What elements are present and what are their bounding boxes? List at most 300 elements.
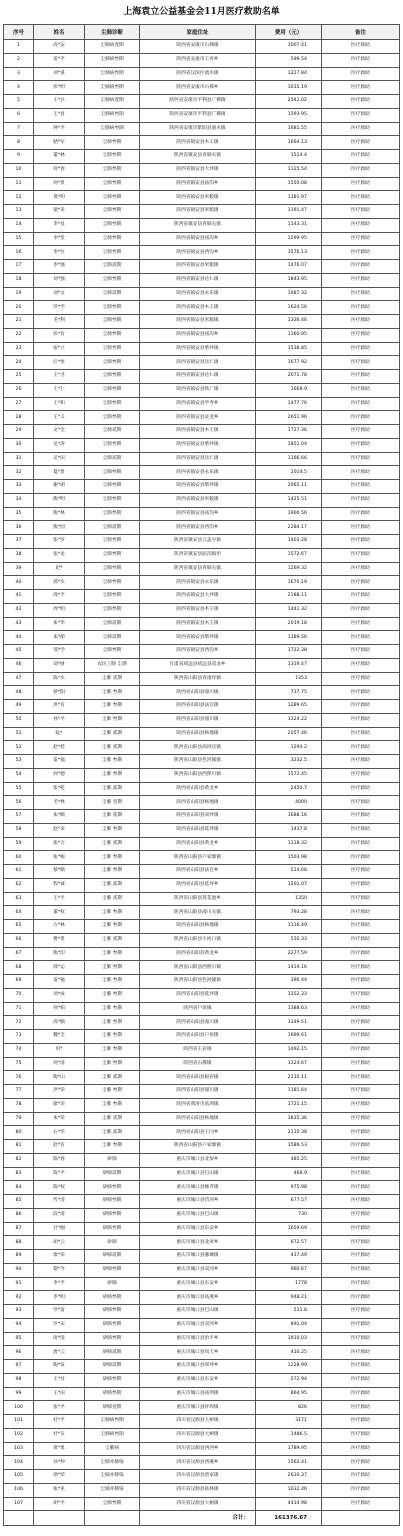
cell-address: 陕西省山阳县漫川镇 <box>140 1016 256 1030</box>
cell-fee: 1353 <box>256 672 322 686</box>
cell-fee: 1166.66 <box>256 452 322 466</box>
cell-index: 18 <box>4 273 34 287</box>
cell-address: 陕西省安康市石梯乡 <box>140 81 256 95</box>
cell-address: 陕西省山阳县杨地镇 <box>140 1112 256 1126</box>
cell-fee: 599.54 <box>256 53 322 67</box>
cell-address: 陕西省镇安县庙沟乡 <box>140 177 256 191</box>
cell-index: 94 <box>4 1318 34 1332</box>
cell-remark: 医疗救助 <box>322 796 400 810</box>
cell-fee: 864.95 <box>256 1387 322 1401</box>
table-row <box>4 452 400 466</box>
cell-name: 李*位 <box>34 246 85 260</box>
cell-diagnosis: 尘肺贰期 <box>85 425 140 439</box>
cell-fee: 390.44 <box>256 975 322 989</box>
cell-index: 81 <box>4 1140 34 1154</box>
cell-index: 3 <box>4 67 34 81</box>
cell-index: 17 <box>4 260 34 274</box>
cell-remark: 医疗救助 <box>322 562 400 576</box>
cell-address: 陕西省镇安县达仁镇 <box>140 356 256 370</box>
cell-index: 100 <box>4 1401 34 1415</box>
cell-fee: 891.04 <box>256 1318 322 1332</box>
cell-name: 朱*顺 <box>34 810 85 824</box>
cell-name: 王*喜 <box>34 108 85 122</box>
cell-address: 重庆市城口县坪坝镇 <box>140 1401 256 1415</box>
cell-diagnosis: 尘肺叁期 <box>85 246 140 260</box>
cell-name: 巩* <box>34 1043 85 1057</box>
cell-diagnosis: 尘肺 贰期 <box>85 1071 140 1085</box>
cell-diagnosis: 尘肺 贰期 <box>85 727 140 741</box>
cell-diagnosis: 尘肺叁期 <box>85 232 140 246</box>
cell-diagnosis: 矽肺贰期 <box>85 1346 140 1360</box>
cell-index: 22 <box>4 328 34 342</box>
cell-diagnosis: 尘肺叁期 <box>85 1497 140 1511</box>
cell-diagnosis: 尘肺 贰期 <box>85 672 140 686</box>
cell-address: 陕西省镇安县木王镇 <box>140 301 256 315</box>
cell-address: 陕西省山阳县青滚坪镇 <box>140 672 256 686</box>
cell-fee: 1599.95 <box>256 232 322 246</box>
cell-diagnosis: 尘肺 叁期 <box>85 988 140 1002</box>
cell-remark: 医疗救助 <box>322 232 400 246</box>
cell-name: 张*乾 <box>34 782 85 796</box>
table-row <box>4 205 400 219</box>
cell-remark: 医疗救助 <box>322 1181 400 1195</box>
cell-diagnosis: 尘肺 贰期 <box>85 741 140 755</box>
cell-remark: 医疗救助 <box>322 205 400 219</box>
cell-index: 96 <box>4 1346 34 1360</box>
cell-index: 31 <box>4 452 34 466</box>
cell-name: 熊*明 <box>34 493 85 507</box>
cell-name: 雷*福 <box>34 755 85 769</box>
cell-address: 重庆市城口县东安乡 <box>140 1222 256 1236</box>
table-row <box>4 328 400 342</box>
cell-remark: 医疗救助 <box>322 521 400 535</box>
cell-remark: 医疗救助 <box>322 576 400 590</box>
cell-address: 陕西省山阳县黄龙乡 <box>140 782 256 796</box>
cell-index: 23 <box>4 342 34 356</box>
cell-name: 洪*有 <box>34 700 85 714</box>
cell-diagnosis: 矽肺叁期 <box>85 1222 140 1236</box>
cell-address: 陕西省山阳县西照川镇 <box>140 961 256 975</box>
cell-name: 李*强 <box>34 260 85 274</box>
cell-address: 陕西省镇安县庙沟乡 <box>140 328 256 342</box>
cell-fee: 1403.28 <box>256 535 322 549</box>
cell-fee: 1289.65 <box>256 700 322 714</box>
cell-name: 毛*利 <box>34 315 85 329</box>
table-row <box>4 1387 400 1401</box>
cell-name: 张*罗 <box>34 535 85 549</box>
cell-name: 何*贵 <box>34 177 85 191</box>
table-row <box>4 260 400 274</box>
cell-address: 陕西省镇安县木王镇 <box>140 425 256 439</box>
table-row <box>4 521 400 535</box>
table-row <box>4 700 400 714</box>
cell-address: 陕西省镇安县永乐镇 <box>140 466 256 480</box>
cell-diagnosis: 农民工肺 尘期 <box>85 658 140 672</box>
cell-name: 朱*荣 <box>34 1112 85 1126</box>
cell-fee: 1851.04 <box>256 438 322 452</box>
cell-address: 四川省汉源县大树镇 <box>140 1415 256 1429</box>
table-row <box>4 1126 400 1140</box>
cell-index: 29 <box>4 425 34 439</box>
cell-remark: 医疗救助 <box>322 1236 400 1250</box>
cell-remark: 医疗救助 <box>322 1318 400 1332</box>
cell-diagnosis: 尘肺 贰期 <box>85 1126 140 1140</box>
cell-fee: 975.98 <box>256 1181 322 1195</box>
cell-diagnosis: 尘肺叁期 <box>85 562 140 576</box>
cell-diagnosis: 矽肺叁期 <box>85 1195 140 1209</box>
table-row <box>4 122 400 136</box>
cell-fee: 1900.56 <box>256 507 322 521</box>
table-row <box>4 535 400 549</box>
cell-address: 陕西省山阳县莲花池乡 <box>140 892 256 906</box>
cell-index: 101 <box>4 1415 34 1429</box>
cell-remark: 医疗救助 <box>322 480 400 494</box>
cell-address: 重庆市城口县蓼城镇 <box>140 1250 256 1264</box>
table-row <box>4 645 400 659</box>
cell-name: 阮* <box>34 727 85 741</box>
cell-name: 郑*水 <box>34 576 85 590</box>
cell-index: 106 <box>4 1483 34 1497</box>
cell-name: 陶*山 <box>34 1071 85 1085</box>
cell-remark: 医疗救助 <box>322 438 400 452</box>
table-row <box>4 590 400 604</box>
cell-address: 陕西省镇安县青铜关镇 <box>140 218 256 232</box>
cell-address: 陕西省安康市平利县广佛镇 <box>140 95 256 109</box>
cell-remark: 医疗救助 <box>322 40 400 54</box>
cell-diagnosis: 尘肺 贰期 <box>85 878 140 892</box>
cell-fee: 1572.45 <box>256 768 322 782</box>
cell-diagnosis: 尘肺叁期 <box>85 576 140 590</box>
cell-fee: 531.8 <box>256 1305 322 1319</box>
cell-diagnosis: 尘肺叁期 <box>85 301 140 315</box>
cell-index: 34 <box>4 493 34 507</box>
cell-fee: 2071.78 <box>256 370 322 384</box>
cell-remark: 医疗救助 <box>322 988 400 1002</box>
cell-diagnosis: 尘肺 叁期 <box>85 1085 140 1099</box>
cell-address: 陕西省镇安县永乐镇 <box>140 287 256 301</box>
cell-address: 重庆市城口县岱河乡 <box>140 1195 256 1209</box>
cell-name: 文*全 <box>34 425 85 439</box>
cell-fee: 1324.67 <box>256 1057 322 1071</box>
table-row <box>4 273 400 287</box>
cell-fee: 1722.38 <box>256 645 322 659</box>
cell-name: 庞*清 <box>34 1332 85 1346</box>
cell-name: 方*林 <box>34 920 85 934</box>
cell-address: 陕西省镇安县柴坪镇 <box>140 438 256 452</box>
cell-index: 67 <box>4 947 34 961</box>
cell-address: 陕西省山阳县色河铺镇 <box>140 755 256 769</box>
cell-address: 陕西省镇安县达仁镇 <box>140 273 256 287</box>
cell-remark: 医疗救助 <box>322 1112 400 1126</box>
table-row <box>4 1112 400 1126</box>
cell-diagnosis: 尘肺 叁期 <box>85 1057 140 1071</box>
cell-name: 杜*平 <box>34 1415 85 1429</box>
cell-remark: 医疗救助 <box>322 163 400 177</box>
cell-remark: 医疗救助 <box>322 851 400 865</box>
cell-index: 79 <box>4 1112 34 1126</box>
table-row <box>4 1236 400 1250</box>
cell-address: 陕西省山阳县法官乡 <box>140 865 256 879</box>
cell-remark: 医疗救助 <box>322 1373 400 1387</box>
cell-address: 陕西省山阳县板岩镇 <box>140 1071 256 1085</box>
cell-diagnosis: 尘肺 叁期 <box>85 920 140 934</box>
cell-remark: 医疗救助 <box>322 1222 400 1236</box>
cell-fee: 1217.84 <box>256 67 322 81</box>
cell-diagnosis: 尘肺叁期 <box>85 438 140 452</box>
cell-remark: 医疗救助 <box>322 507 400 521</box>
cell-remark: 医疗救助 <box>322 356 400 370</box>
cell-remark: 医疗救助 <box>322 1456 400 1470</box>
cell-remark: 医疗救助 <box>322 782 400 796</box>
table-row <box>4 218 400 232</box>
cell-fee: 2541.02 <box>256 95 322 109</box>
cell-name: 杜*友 <box>34 1428 85 1442</box>
cell-address: 重庆市城口县东安乡 <box>140 1277 256 1291</box>
cell-remark: 医疗救助 <box>322 658 400 672</box>
cell-fee: 1191.47 <box>256 205 322 219</box>
cell-remark: 医疗救助 <box>322 191 400 205</box>
table-row <box>4 1291 400 1305</box>
header-fee: 费用（元） <box>256 25 322 40</box>
cell-address: 陕西省镇安县米粮镇 <box>140 260 256 274</box>
cell-diagnosis: 矽肺 <box>85 1153 140 1167</box>
cell-index: 43 <box>4 617 34 631</box>
cell-diagnosis: 矽肺 <box>85 1277 140 1291</box>
cell-fee: 1181.64 <box>256 1085 322 1099</box>
cell-remark: 医疗救助 <box>322 535 400 549</box>
table-row <box>4 920 400 934</box>
cell-diagnosis: 尘肺叁期 <box>85 645 140 659</box>
header-diagnosis: 尘肺诊断 <box>85 25 140 40</box>
cell-index: 40 <box>4 576 34 590</box>
cell-remark: 医疗救助 <box>322 1470 400 1484</box>
cell-diagnosis: 尘肺 叁期 <box>85 961 140 975</box>
table-row <box>4 191 400 205</box>
cell-fee: 1503.98 <box>256 851 322 865</box>
table-row <box>4 1277 400 1291</box>
table-header-row <box>4 25 400 40</box>
cell-name: 魏*全 <box>34 1030 85 1044</box>
cell-fee: 2188.11 <box>256 590 322 604</box>
cell-index: 41 <box>4 590 34 604</box>
cell-name: 唐*云 <box>34 1346 85 1360</box>
cell-address: 陕西省镇安县米粮镇 <box>140 191 256 205</box>
cell-address: 陕西省镇安县大坪镇 <box>140 163 256 177</box>
cell-index: 77 <box>4 1085 34 1099</box>
cell-address: 重庆市城口县北屏乡 <box>140 1153 256 1167</box>
cell-address: 陕西省镇安县西沟乡 <box>140 521 256 535</box>
cell-diagnosis: 尘肺 叁期 <box>85 1016 140 1030</box>
cell-address: 四川省汉源县西西乡 <box>140 1442 256 1456</box>
cell-fee: 550.33 <box>256 933 322 947</box>
cell-fee: 3171 <box>256 1415 322 1429</box>
cell-diagnosis: 尘肺 贰期 <box>85 933 140 947</box>
cell-index: 89 <box>4 1250 34 1264</box>
cell-index: 48 <box>4 686 34 700</box>
cell-fee: 948.21 <box>256 1291 322 1305</box>
cell-diagnosis: 尘肺 叁期 <box>85 768 140 782</box>
cell-index: 47 <box>4 672 34 686</box>
cell-fee: 2110.11 <box>256 1071 322 1085</box>
cell-name: 李*明 <box>34 1291 85 1305</box>
cell-diagnosis: 尘肺叁期 <box>85 136 140 150</box>
cell-index: 60 <box>4 851 34 865</box>
cell-diagnosis: 尘肺叁期 <box>85 177 140 191</box>
cell-diagnosis: 尘肺 叁期 <box>85 1043 140 1057</box>
cell-fee: 2277.59 <box>256 947 322 961</box>
cell-diagnosis: 尘肺贰期 <box>85 631 140 645</box>
cell-name: 陶*发 <box>34 1360 85 1374</box>
cell-diagnosis: 尘肺叁期 <box>85 150 140 164</box>
cell-index: 37 <box>4 535 34 549</box>
cell-fee: 437.49 <box>256 1250 322 1264</box>
cell-name: 徐*荣 <box>34 1470 85 1484</box>
cell-remark: 医疗救助 <box>322 1153 400 1167</box>
cell-index: 64 <box>4 906 34 920</box>
cell-remark: 医疗救助 <box>322 1305 400 1319</box>
cell-index: 28 <box>4 411 34 425</box>
document-title: 上海袁立公益基金会11月医疗救助名单 <box>123 7 280 17</box>
cell-diagnosis: 尘肺贰期 <box>85 452 140 466</box>
table-row <box>4 617 400 631</box>
cell-name: 王*兵 <box>34 95 85 109</box>
cell-fee: 1677.92 <box>256 356 322 370</box>
cell-index: 44 <box>4 631 34 645</box>
cell-index: 46 <box>4 658 34 672</box>
cell-address: 陕西省镇安县永乐镇 <box>140 576 256 590</box>
table-row <box>4 411 400 425</box>
header-remark: 备注 <box>322 25 400 40</box>
cell-fee: 2110.38 <box>256 1126 322 1140</box>
total-cell-diagnosis <box>85 1511 140 1526</box>
cell-name: 罗*宋 <box>34 1318 85 1332</box>
cell-diagnosis: 矽肺贰期 <box>85 1360 140 1374</box>
cell-name: 刘*谋 <box>34 67 85 81</box>
cell-remark: 医疗救助 <box>322 1401 400 1415</box>
cell-fee: 2651.96 <box>256 411 322 425</box>
cell-diagnosis: 矽肺叁期 <box>85 1305 140 1319</box>
cell-remark: 医疗救助 <box>322 755 400 769</box>
cell-name: 王*平 <box>34 892 85 906</box>
cell-diagnosis: 尘肺叁期 <box>85 590 140 604</box>
cell-index: 4 <box>4 81 34 95</box>
cell-name: 夏*贵 <box>34 466 85 480</box>
cell-diagnosis: 尘肺 叁期 <box>85 700 140 714</box>
cell-remark: 医疗救助 <box>322 878 400 892</box>
cell-name: 张*见 <box>34 1483 85 1497</box>
cell-address: 四川省汉源县唐家镇 <box>140 1470 256 1484</box>
cell-fee: 730 <box>256 1208 322 1222</box>
cell-name: 董*权 <box>34 906 85 920</box>
cell-fee: 410.25 <box>256 1346 322 1360</box>
cell-remark: 医疗救助 <box>322 700 400 714</box>
cell-name: 赵*桂 <box>34 741 85 755</box>
total-cell-index <box>4 1511 34 1526</box>
cell-address: 重庆市城口县岚天乡 <box>140 1346 256 1360</box>
cell-name: 廖*荣 <box>34 1098 85 1112</box>
cell-name: 熊*印 <box>34 947 85 961</box>
cell-fee: 1425.51 <box>256 493 322 507</box>
cell-index: 85 <box>4 1195 34 1209</box>
cell-diagnosis: 尘肺 贰期 <box>85 892 140 906</box>
cell-fee: 2450.7 <box>256 782 322 796</box>
cell-diagnosis: 尘肺贰期 <box>85 521 140 535</box>
cell-remark: 医疗救助 <box>322 1002 400 1016</box>
cell-fee: 1032.46 <box>256 1483 322 1497</box>
cell-diagnosis: 尘肺 贰期 <box>85 837 140 851</box>
table-row <box>4 1497 400 1511</box>
cell-address: 陕西省户垣镇 <box>140 1002 256 1016</box>
table-row <box>4 1401 400 1415</box>
cell-name: 周*平 <box>34 590 85 604</box>
cell-name: 王*卫 <box>34 370 85 384</box>
cell-address: 四川省汉源县富林镇 <box>140 1483 256 1497</box>
cell-address: 陕西省镇安县云盖寺镇 <box>140 535 256 549</box>
cell-fee: 2065.11 <box>256 480 322 494</box>
cell-index: 92 <box>4 1291 34 1305</box>
cell-remark: 医疗救助 <box>322 975 400 989</box>
cell-diagnosis: 尘肺并肺染 <box>85 1470 140 1484</box>
table-row <box>4 177 400 191</box>
cell-remark: 医疗救助 <box>322 218 400 232</box>
table-row <box>4 466 400 480</box>
cell-index: 27 <box>4 397 34 411</box>
cell-index: 53 <box>4 755 34 769</box>
cell-fee: 677.57 <box>256 1195 322 1209</box>
cell-remark: 医疗救助 <box>322 108 400 122</box>
cell-address: 陕西省镇安县庙沟镇坦 <box>140 548 256 562</box>
cell-address: 陕西省镇安县米粮镇 <box>140 315 256 329</box>
table-row <box>4 741 400 755</box>
cell-remark: 医疗救助 <box>322 1140 400 1154</box>
cell-index: 93 <box>4 1305 34 1319</box>
cell-address: 陕西省王岩镇 <box>140 1043 256 1057</box>
cell-index: 20 <box>4 301 34 315</box>
table-row <box>4 1098 400 1112</box>
cell-fee: 1778 <box>256 1277 322 1291</box>
cell-remark: 医疗救助 <box>322 1071 400 1085</box>
cell-diagnosis: 尘肺 贰期 <box>85 1112 140 1126</box>
table-row <box>4 1318 400 1332</box>
cell-fee: 1350 <box>256 892 322 906</box>
table-row <box>4 81 400 95</box>
cell-fee: 1727.36 <box>256 425 322 439</box>
cell-name: 洪*荣 <box>34 1085 85 1099</box>
cell-name: 刘*文 <box>34 287 85 301</box>
table-row <box>4 1360 400 1374</box>
cell-fee: 2610.37 <box>256 1470 322 1484</box>
cell-index: 2 <box>4 53 34 67</box>
cell-fee: 1538.85 <box>256 342 322 356</box>
cell-address: 四川省汉源县西溪乡 <box>140 1456 256 1470</box>
table-row <box>4 837 400 851</box>
cell-diagnosis: 尘肺病叁期 <box>85 67 140 81</box>
cell-index: 90 <box>4 1263 34 1277</box>
cell-fee: 1664.13 <box>256 136 322 150</box>
cell-diagnosis: 尘肺贰期 <box>85 617 140 631</box>
cell-fee: 2019.18 <box>256 617 322 631</box>
cell-name: 代*清 <box>34 1195 85 1209</box>
cell-fee: 1143.31 <box>256 218 322 232</box>
cell-name: 刘*强 <box>34 273 85 287</box>
cell-name: 赵*来 <box>34 823 85 837</box>
cell-remark: 医疗救助 <box>322 1208 400 1222</box>
cell-index: 55 <box>4 782 34 796</box>
header-name: 姓名 <box>34 25 85 40</box>
cell-remark: 医疗救助 <box>322 1057 400 1071</box>
cell-name: 朱*华 <box>34 617 85 631</box>
cell-diagnosis: 尘肺 叁期 <box>85 755 140 769</box>
